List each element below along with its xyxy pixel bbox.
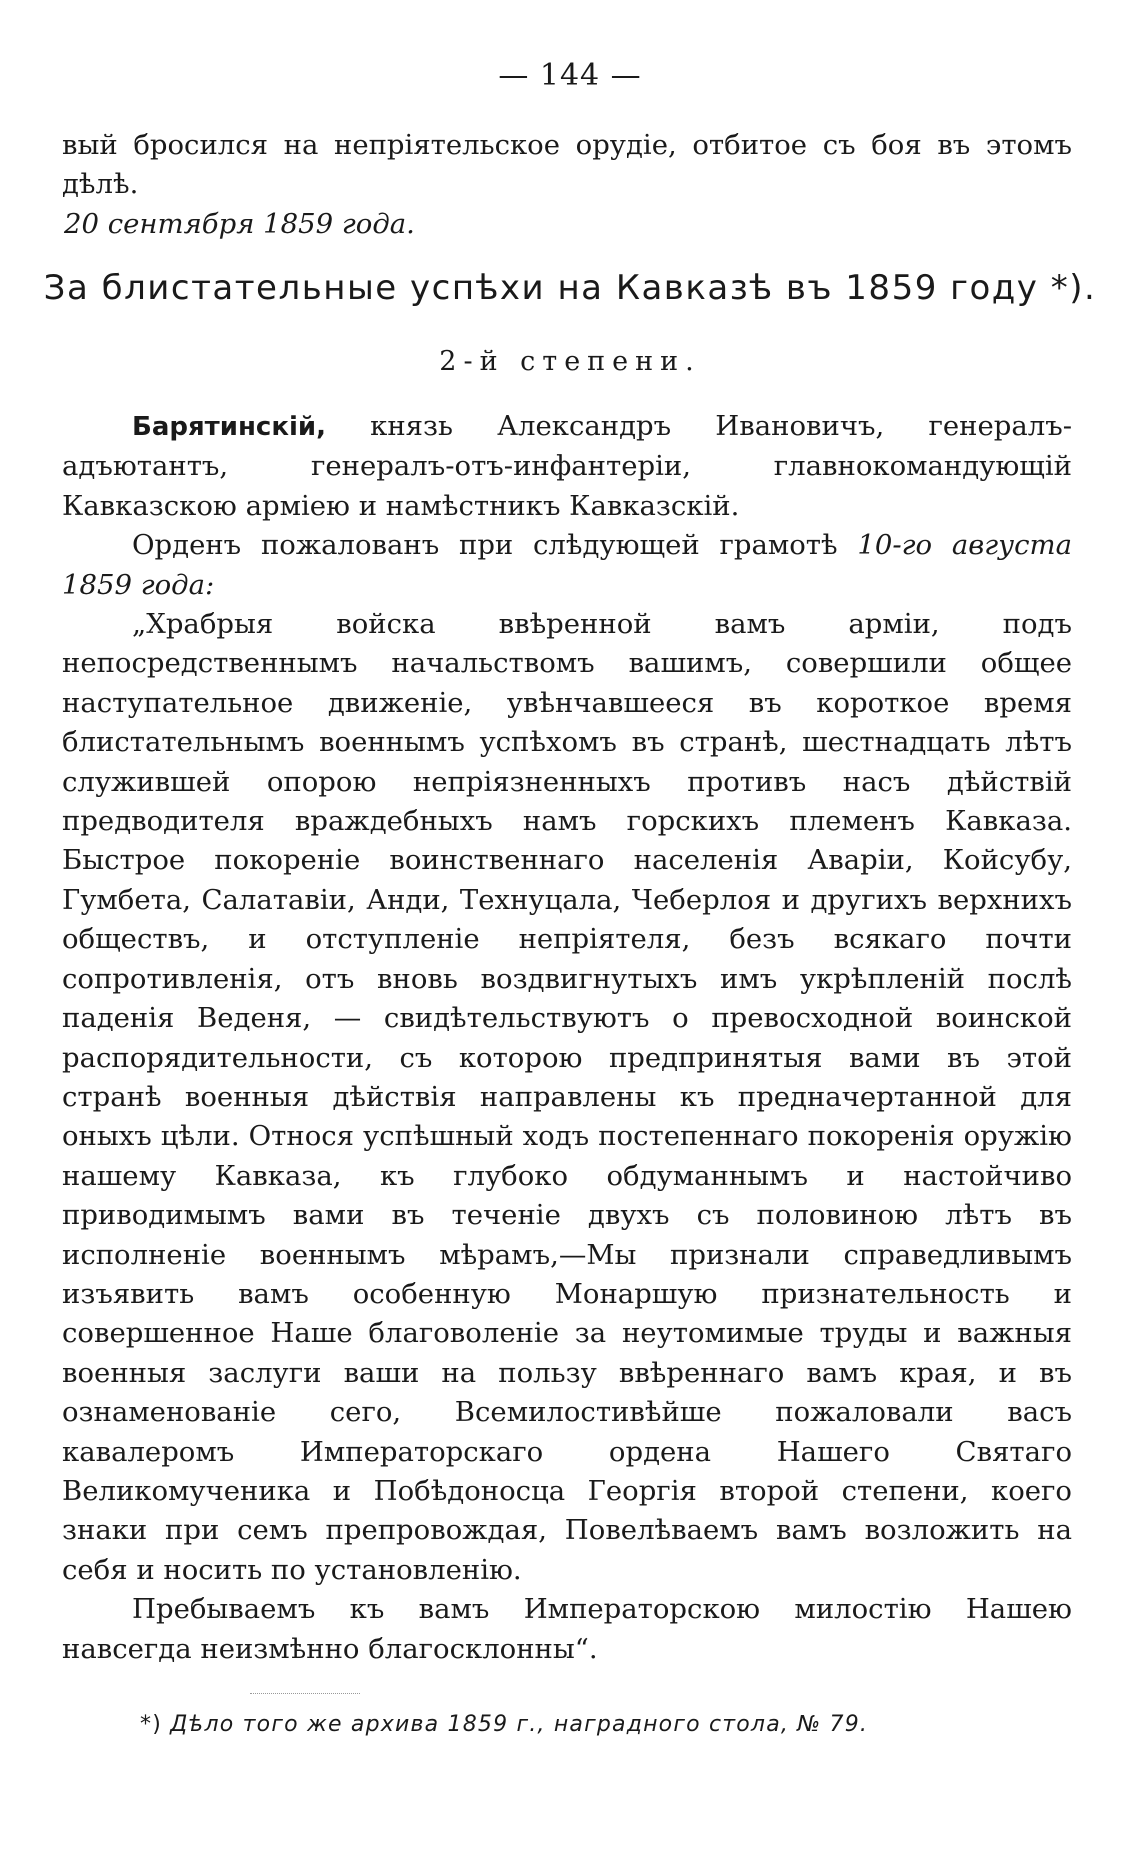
degree-subheading: 2-й степени. xyxy=(439,346,701,377)
person-name: Барятинскій, xyxy=(132,412,326,442)
intro-line: вый бросился на непріятельское орудіе, отбитое съ боя въ этомъ дѣлѣ. xyxy=(62,129,1072,201)
section-heading: За блистательные успѣхи на Кавказѣ въ 1859 году *). xyxy=(43,268,1097,308)
footnote-separator xyxy=(250,1693,360,1694)
order-paragraph xyxy=(62,526,1072,605)
decree-paragraph: „Храбрыя войска ввѣренной вамъ арміи, подъ непосредственнымъ начальствомъ вашимъ, совершили общее наступательное движеніе, увѣнчавшееся въ короткое время блистательнымъ военнымъ успѣхомъ въ странѣ, шестнадцать лѣтъ служившей опорою непріязненныхъ противъ насъ дѣйствій предводителя враждебныхъ намъ горскихъ племенъ Кавказа. Быстрое покореніе воинственнаго населенія Аваріи, Койсубу, Гумбета, Салатавіи, Анди, Технуцала, Чеберлоя и другихъ верхнихъ обществъ, и отступленіе непріятеля, безъ всякаго почти сопротивленія, отъ вновь воздвигнутыхъ имъ укрѣпленій послѣ паденія Веденя, — свидѣтельствуютъ о превосходной воинской распорядительности, съ которою предпринятыя вами въ этой странѣ военныя дѣйствія направлены къ предначертанной для оныхъ цѣли. Относя успѣшный ходъ постепеннаго покоренія оружію нашему Кавказа, къ глубоко обдуманнымъ и настойчиво приводимымъ вами въ теченіе двухъ съ половиною лѣтъ въ исполненіе военнымъ мѣрамъ,—Мы признали справедливымъ изъявить вамъ особенную Монаршую признательность и совершенное Наше благоволеніе за неутомимые труды и важныя военныя заслуги ваши на пользу ввѣреннаго вамъ края, и въ ознаменованіе сего, Всемилостивѣйше пожаловали васъ кавалеромъ Императорскаго ордена Нашего Святаго Великомученика и Побѣдоносца Георгія второй степени, коего знаки при семъ препровождая, Повелѣваемъ вамъ возложить на себя и носить по установленію. xyxy=(62,608,1072,1586)
footnote-mark: *) xyxy=(140,1712,162,1737)
entry-paragraph xyxy=(62,407,1072,526)
closing-paragraph: Пребываемъ къ вамъ Императорскою милостію Нашею навсегда неизмѣнно благосклонны“. xyxy=(62,1593,1072,1665)
order-date: 10-го августа 1859 года: xyxy=(62,529,1072,601)
intro-text xyxy=(62,126,1072,244)
intro-date: 20 сентября 1859 года. xyxy=(64,207,415,240)
order-intro: Орденъ пожалованъ при слѣдующей грамотѣ xyxy=(132,529,858,562)
main-text xyxy=(62,407,1072,1669)
person-description: князь Александръ Ивановичъ, генералъ-адъютантъ, генералъ-отъ-инфантеріи, главнокомандующій Кавказскою арміею и намѣстникъ Кавказскій. xyxy=(62,410,1072,522)
footnote xyxy=(140,1712,1040,1737)
footnote-text: Дѣло того же архива 1859 г., наградного стола, № 79. xyxy=(161,1712,869,1737)
page-number: — 144 — xyxy=(498,58,642,93)
